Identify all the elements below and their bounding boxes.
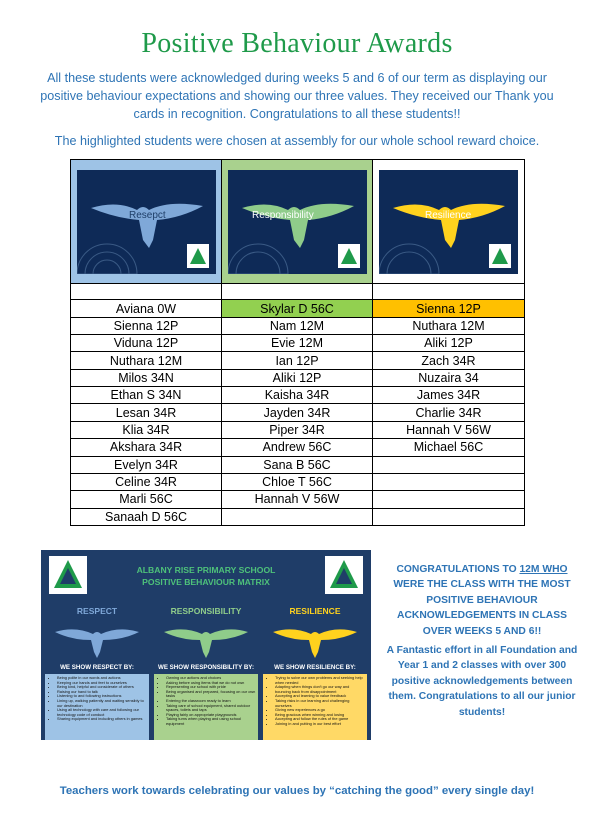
resilience-student-cell: Charlie 34R (373, 404, 525, 421)
responsibility-card (228, 170, 367, 274)
matrix-list-item: • Raising our hand to talk (57, 690, 147, 695)
resilience-student-cell: Hannah V 56W (373, 421, 525, 438)
responsibility-student-cell: Aliki 12P (222, 369, 373, 386)
student-row (71, 421, 525, 438)
matrix-list-item: • Taking turns when playing and using school equipment (166, 717, 256, 726)
matrix-list-item: • Using all technology with care and following our technology code of conduct (57, 708, 147, 717)
behaviour-matrix-poster (41, 550, 371, 740)
column-heading: RESPONSIBILITY (170, 606, 242, 616)
matrix-list-item: • Sharing equipment and including others in games (57, 717, 147, 722)
respect-student-cell: Sanaah D 56C (71, 508, 222, 525)
congratulations-panel (384, 562, 580, 720)
respect-card-cell (71, 160, 222, 284)
respect-student-cell: Viduna 12P (71, 335, 222, 352)
matrix-list-item: • Trying to solve our own problems and seeking help when needed (275, 676, 365, 685)
matrix-list-item: • Giving new experiences a go (275, 708, 365, 713)
column-heading: RESPECT (76, 606, 118, 616)
matrix-column-resilience (263, 606, 367, 740)
respect-student-cell: Aviana 0W (71, 300, 222, 317)
highlight-note: The highlighted students were chosen at assembly for our whole school reward choice. (54, 134, 540, 148)
winning-class: 12M WHO (519, 564, 568, 575)
intro-text: All these students were acknowledged during weeks 5 and 6 of our term as displaying our positive behaviour expectations and showing our three values. They received our Thank you cards in recognition. Congratulations to all these students!! (40, 71, 554, 121)
resilience-student-cell: Zach 34R (373, 352, 525, 369)
respect-label: Resepct (128, 209, 166, 221)
student-row (71, 473, 525, 490)
congrats-class: CONGRATULATIONS TO 12M WHO WERE THE CLASS WITH THE MOST POSITIVE BEHAVIOUR ACKNOWLEDGEMENTS IN CLASS OVER WEEKS 5 AND 6!! (393, 564, 571, 637)
resilience-student-cell (373, 491, 525, 508)
respect-student-cell: Marli 56C (71, 491, 222, 508)
respect-student-cell: Celine 34R (71, 473, 222, 490)
responsibility-student-cell: Jayden 34R (222, 404, 373, 421)
matrix-list-item: • Owning our actions and choices (166, 676, 256, 681)
matrix-list-item: • Accepting and learning to value feedback (275, 694, 365, 699)
responsibility-student-cell: Skylar D 56C (222, 300, 373, 317)
student-row (71, 369, 525, 386)
respect-student-cell: Klia 34R (71, 421, 222, 438)
school-logo (325, 556, 363, 594)
matrix-list-item: • Entering the classroom ready to learn (166, 699, 256, 704)
responsibility-student-cell: Piper 34R (222, 421, 373, 438)
column-subheading: WE SHOW RESILIENCE BY: (263, 662, 367, 674)
column-subheading: WE SHOW RESPECT BY: (45, 662, 149, 674)
matrix-list-item: • Taking care of school equipment, shared outdoor spaces, toilets and taps (166, 704, 256, 713)
matrix-list-item: • Joining in and putting in our best effort (275, 722, 365, 727)
respect-student-cell: Ethan S 34N (71, 387, 222, 404)
responsibility-student-cell (222, 508, 373, 525)
column-list (154, 674, 258, 740)
matrix-list-item: • Being gracious when winning and losing (275, 713, 365, 718)
matrix-list-item: • Being organised and prepared, focusing on our own tasks (166, 690, 256, 699)
student-row (71, 335, 525, 352)
resilience-student-cell: Sienna 12P (373, 300, 525, 317)
matrix-list-item: • Listening to and following instructions (57, 694, 147, 699)
awards-table (70, 159, 525, 526)
respect-student-cell: Lesan 34R (71, 404, 222, 421)
school-logo-icon (325, 556, 363, 594)
responsibility-student-cell: Nam 12M (222, 317, 373, 334)
responsibility-student-cell: Chloe T 56C (222, 473, 373, 490)
student-row (71, 300, 525, 317)
resilience-student-cell: Nuthara 12M (373, 317, 525, 334)
respect-card (77, 170, 216, 274)
student-row (71, 456, 525, 473)
responsibility-label: Responsibility (251, 209, 314, 221)
resilience-student-cell: Michael 56C (373, 439, 525, 456)
matrix-list-item: • Adapting when things don't go our way and bouncing back from disappointment (275, 685, 365, 694)
matrix-title (101, 564, 311, 588)
responsibility-student-cell: Sana B 56C (222, 456, 373, 473)
matrix-list-item: • Being kind, helpful and considerate of others (57, 685, 147, 690)
column-heading: RESILIENCE (289, 606, 341, 616)
spacer-row (71, 284, 525, 300)
resilience-card-cell (373, 160, 525, 284)
matrix-subtitle: POSITIVE BEHAVIOUR MATRIX (142, 577, 270, 587)
student-row (71, 404, 525, 421)
respect-student-cell: Nuthara 12M (71, 352, 222, 369)
student-row (71, 387, 525, 404)
eagle-icon (228, 170, 367, 274)
resilience-student-cell: Aliki 12P (373, 335, 525, 352)
column-list (45, 674, 149, 740)
resilience-student-cell (373, 508, 525, 525)
matrix-list-item: • Playing fairly on appropriate playgrounds (166, 713, 256, 718)
student-row (71, 317, 525, 334)
matrix-column-responsibility (154, 606, 258, 740)
student-row (71, 439, 525, 456)
resilience-student-cell: Nuzaira 34 (373, 369, 525, 386)
student-row (71, 352, 525, 369)
matrix-list-item: • Lining up, walking patiently and waiting sensibly to our destination (57, 699, 147, 708)
responsibility-student-cell: Kaisha 34R (222, 387, 373, 404)
student-row (71, 508, 525, 525)
responsibility-student-cell: Ian 12P (222, 352, 373, 369)
column-list (263, 674, 367, 740)
page-title: Positive Behaviour Awards (141, 28, 453, 59)
eagle-icon (154, 618, 258, 662)
matrix-list-item: • Keeping our hands and feet to ourselves (57, 681, 147, 686)
respect-student-cell: Milos 34N (71, 369, 222, 386)
resilience-student-cell (373, 473, 525, 490)
footer-text: Teachers work towards celebrating our values by “catching the good” every single day! (59, 785, 535, 797)
school-logo-icon (49, 556, 87, 594)
matrix-header (41, 550, 371, 598)
resilience-card (379, 170, 518, 274)
resilience-student-cell: James 34R (373, 387, 525, 404)
school-name: ALBANY RISE PRIMARY SCHOOL (136, 565, 276, 575)
student-row (71, 491, 525, 508)
resilience-label: Resilience (425, 209, 472, 221)
matrix-list-item: • Taking risks in our learning and challenging ourselves (275, 699, 365, 708)
value-cards-row (71, 160, 525, 284)
matrix-list-item: • Asking before using items that we do not own (166, 681, 256, 686)
eagle-icon (263, 618, 367, 662)
resilience-student-cell (373, 456, 525, 473)
matrix-list-item: • Being polite in our words and actions (57, 676, 147, 681)
school-logo (49, 556, 87, 594)
congrats-junior: A Fantastic effort in all Foundation and Year 1 and 2 classes with over 300 positive acknowledgements between them. Congratulations to all our junior students! (386, 645, 578, 718)
responsibility-card-cell (222, 160, 373, 284)
respect-student-cell: Sienna 12P (71, 317, 222, 334)
responsibility-student-cell: Hannah V 56W (222, 491, 373, 508)
responsibility-student-cell: Evie 12M (222, 335, 373, 352)
eagle-icon (45, 618, 149, 662)
matrix-column-respect (45, 606, 149, 740)
responsibility-student-cell: Andrew 56C (222, 439, 373, 456)
respect-student-cell: Akshara 34R (71, 439, 222, 456)
eagle-icon (379, 170, 518, 274)
respect-student-cell: Evelyn 34R (71, 456, 222, 473)
eagle-icon (77, 170, 216, 274)
matrix-list-item: • Accepting and follow the rules of the game (275, 717, 365, 722)
column-subheading: WE SHOW RESPONSIBILITY BY: (154, 662, 258, 674)
matrix-list-item: • Representing our school with pride (166, 685, 256, 690)
